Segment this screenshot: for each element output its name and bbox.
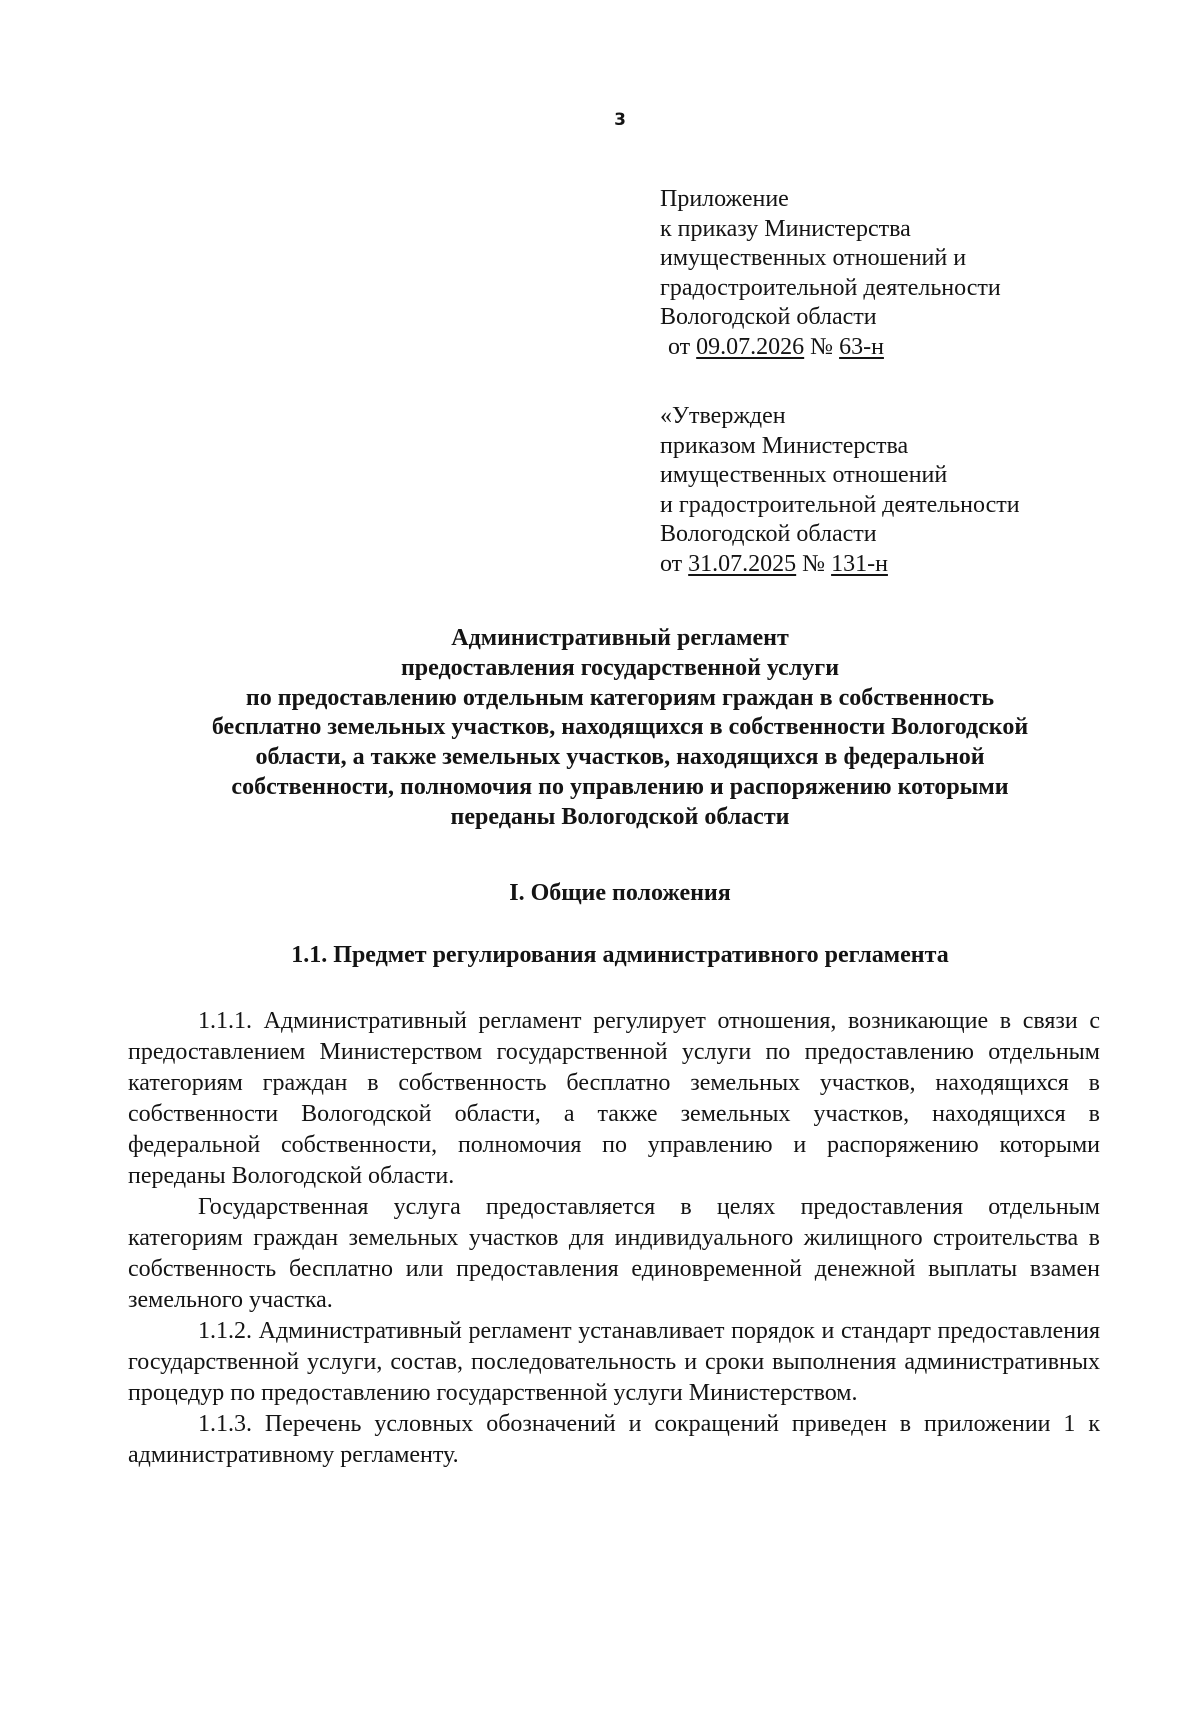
title-line: переданы Вологодской области [450, 803, 790, 830]
appendix-line: градостроительной деятельности [660, 274, 1001, 301]
page-number: 3 [614, 110, 626, 130]
approved-line: имущественных отношений [660, 462, 948, 489]
approved-line: Вологодской области [660, 521, 877, 548]
appendix-line: имущественных отношений и [660, 245, 967, 272]
appendix-line: Вологодской области [660, 304, 877, 331]
appendix-date: 09.07.2026 [696, 333, 805, 360]
subsection-heading: 1.1. Предмет регулирования административного регламента [291, 942, 949, 968]
approved-line: и градостроительной деятельности [660, 491, 1020, 518]
approved-number-sign: № [802, 550, 826, 577]
approved-date-prefix: от [660, 550, 683, 577]
title-line: бесплатно земельных участков, находящихся в собственности Вологодской [211, 714, 1029, 741]
title-line: по предоставлению отдельным категориям граждан в собственность [245, 684, 995, 711]
appendix-number-sign: № [810, 333, 834, 360]
section-heading: I. Общие положения [509, 880, 731, 906]
appendix-date-line [660, 333, 1001, 363]
title-line: предоставления государственной услуги [400, 654, 840, 681]
appendix-date-prefix: от [668, 333, 691, 360]
paragraph: 1.1.1. Административный регламент регулирует отношения, возникающие в связи с предоставлением Министерством государственной услуги по предоставлению отдельным категориям граждан в собственность бесплатно земельных участков, находящихся в собственности Вологодской области, а также земельных участков, находящихся в федеральной собственности, полномочия по управлению и распоряжению которыми переданы Вологодской области. [128, 1008, 1100, 1189]
title-line: собственности, полномочия по управлению и распоряжению которыми [231, 773, 1009, 800]
appendix-line: Приложение [660, 186, 789, 212]
approved-date-line [660, 550, 1020, 580]
approved-line: «Утвержден [660, 403, 786, 429]
approved-date: 31.07.2025 [688, 550, 797, 577]
body-text [128, 1006, 1100, 1471]
approved-number: 131-н [831, 550, 888, 577]
title-line: Административный регламент [451, 625, 789, 651]
appendix-number: 63-н [839, 333, 884, 360]
paragraph: 1.1.3. Перечень условных обозначений и сокращений приведен в приложении 1 к административному регламенту. [128, 1411, 1100, 1468]
paragraph: 1.1.2. Административный регламент устанавливает порядок и стандарт предоставления государственной услуги, состав, последовательность и сроки выполнения административных процедур по предоставлению государственной услуги Министерством. [128, 1318, 1100, 1406]
approved-line: приказом Министерства [660, 432, 909, 459]
appendix-line: к приказу Министерства [660, 215, 911, 242]
approved-stamp [660, 402, 1020, 580]
document-title [120, 624, 1120, 833]
title-line: области, а также земельных участков, находящихся в федеральной [255, 744, 985, 771]
appendix-stamp [660, 185, 1001, 363]
paragraph: Государственная услуга предоставляется в целях предоставления отдельным категориям граждан земельных участков для индивидуального жилищного строительства в собственность бесплатно или предоставления единовременной денежной выплаты взамен земельного участка. [128, 1194, 1100, 1313]
